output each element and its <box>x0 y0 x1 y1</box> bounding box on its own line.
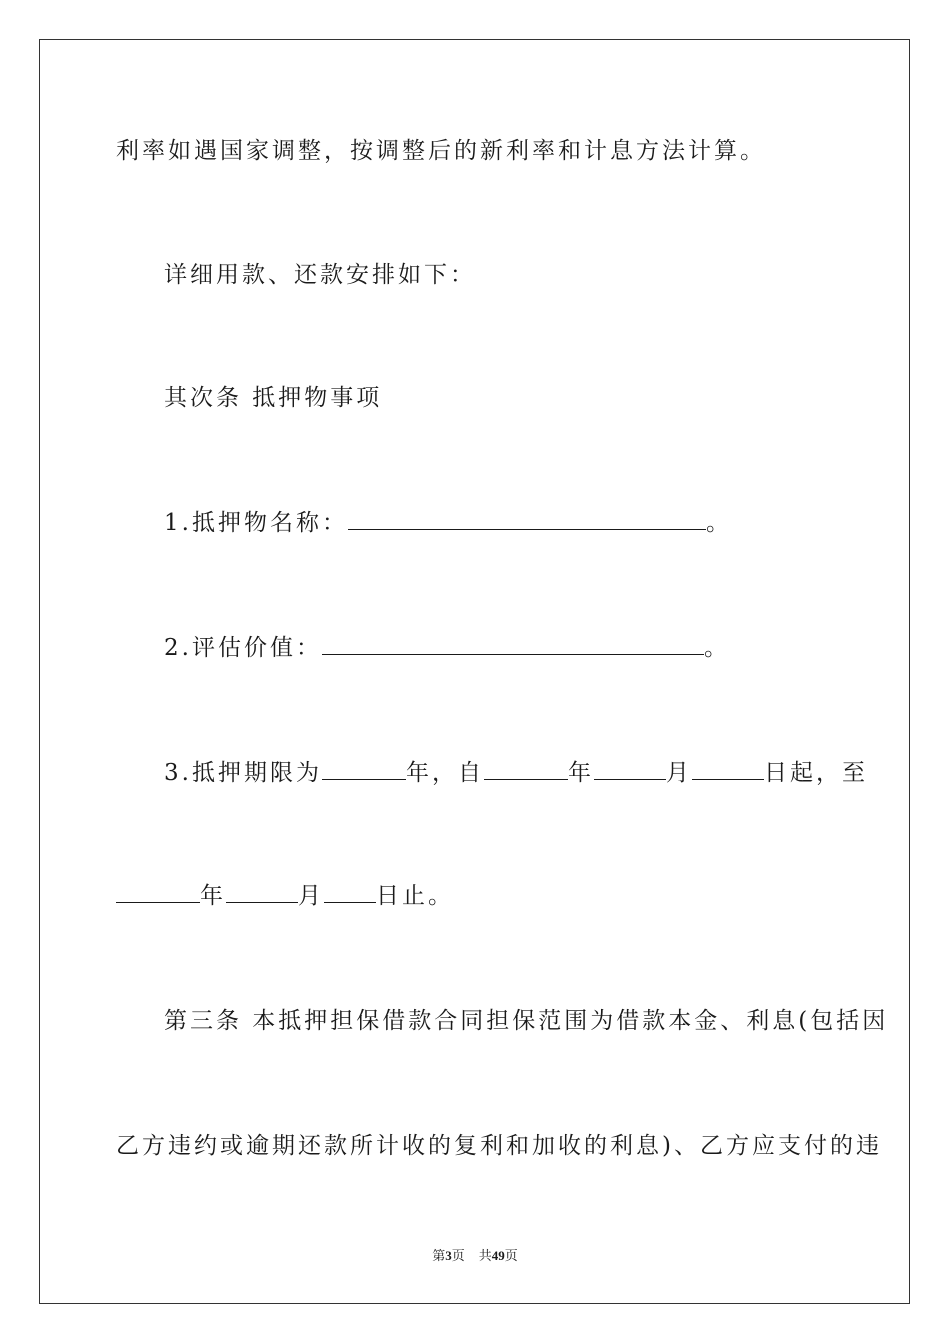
footer-total-suffix: 页 <box>504 1248 518 1263</box>
page-footer <box>0 1247 950 1265</box>
footer-total-prefix: 共 <box>478 1248 492 1263</box>
page-border <box>39 39 910 1304</box>
item-3-text-g: 月 <box>298 883 324 909</box>
paragraph-line-4: 乙方违约或逾期还款所计收的复利和加收的利息)、乙方应支付的违 <box>116 1133 882 1159</box>
item-2-line <box>164 633 730 663</box>
footer-page-number: 3 <box>445 1248 452 1263</box>
footer-page-suffix: 页 <box>451 1248 465 1263</box>
item-3-text-a: 3.抵押期限为 <box>164 760 322 786</box>
paragraph-line-3: 第三条 本抵押担保借款合同担保范围为借款本金、利息(包括因 <box>164 1008 889 1034</box>
item-3-text-h: 日止。 <box>376 883 454 909</box>
item-3-blank-start-month[interactable] <box>594 759 666 780</box>
item-2-label: 2.评估价值： <box>164 635 322 661</box>
item-1-blank[interactable] <box>348 509 706 530</box>
item-3-text-c: 年 <box>567 760 594 786</box>
item-2-blank[interactable] <box>322 634 704 655</box>
item-3-line <box>164 758 868 788</box>
item-3-blank-start-day[interactable] <box>692 759 764 780</box>
footer-total-pages: 49 <box>491 1248 505 1263</box>
item-3-text-d: 月 <box>665 760 692 786</box>
item-3-line-2 <box>116 881 454 911</box>
item-3-blank-end-day[interactable] <box>324 882 376 903</box>
item-2-end: 。 <box>703 635 730 661</box>
item-1-line <box>164 508 732 538</box>
item-1-label: 1.抵押物名称： <box>164 510 348 536</box>
item-3-blank-start-year[interactable] <box>484 759 568 780</box>
paragraph-line-1: 利率如遇国家调整，按调整后的新利率和计息方法计算。 <box>116 138 766 164</box>
item-3-text-b: 年，自 <box>405 760 484 786</box>
footer-prefix: 第 <box>432 1248 446 1263</box>
paragraph-line-2: 详细用款、还款安排如下： <box>164 262 476 288</box>
item-3-text-e: 日起，至 <box>763 760 868 786</box>
item-3-blank-end-year[interactable] <box>116 882 200 903</box>
item-3-blank-years[interactable] <box>322 759 406 780</box>
section-heading-2: 其次条 抵押物事项 <box>164 385 383 411</box>
item-3-text-f: 年 <box>200 883 226 909</box>
item-1-end: 。 <box>705 510 732 536</box>
item-3-blank-end-month[interactable] <box>226 882 298 903</box>
